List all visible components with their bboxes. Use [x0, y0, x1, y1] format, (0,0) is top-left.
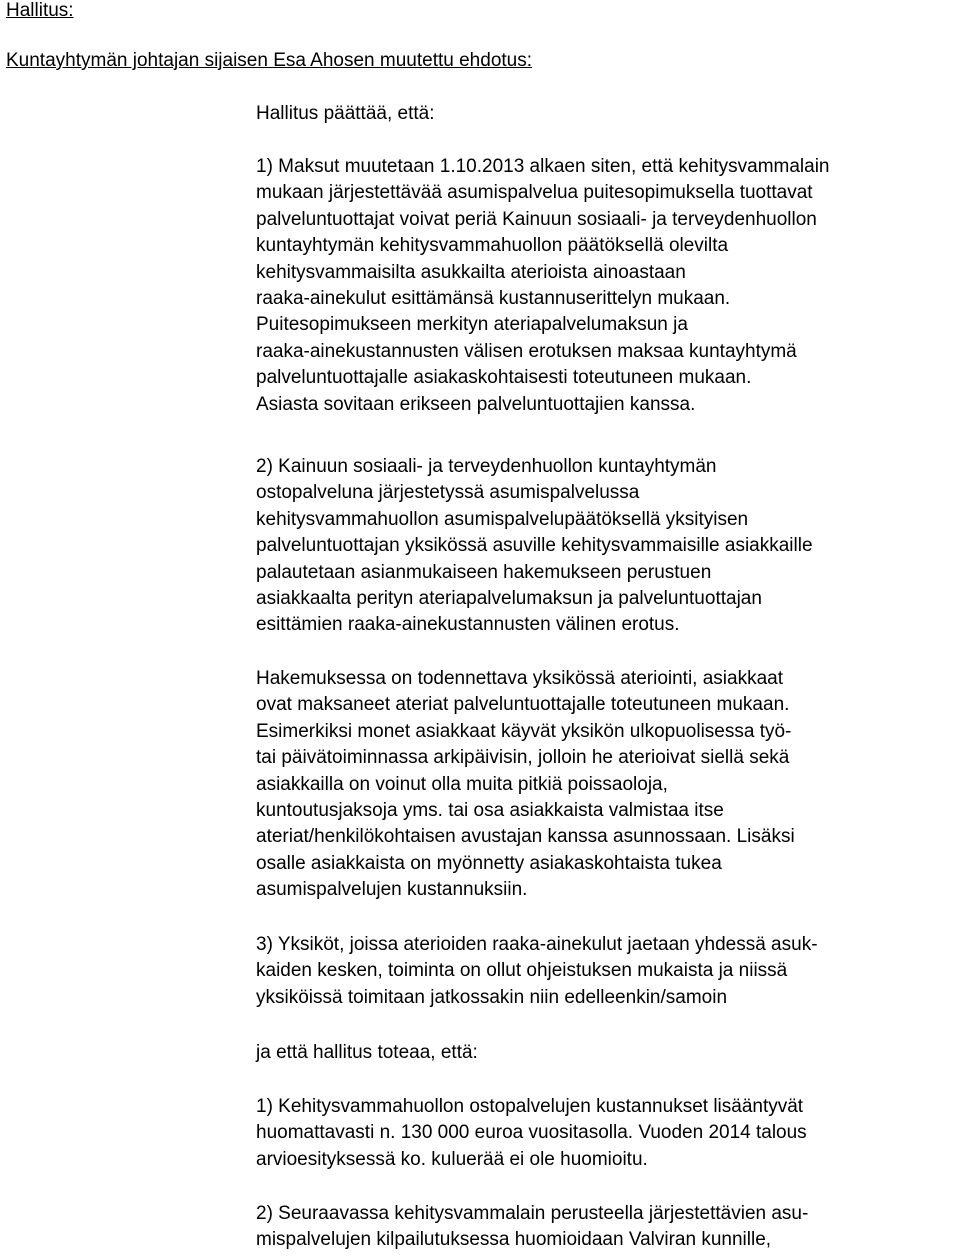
paragraph-line: Hakemuksessa on todennettava yksikössä ateriointi, asiakkaat: [256, 668, 783, 689]
paragraph-line: 3) Yksiköt, joissa aterioiden raaka-ainekulut jaetaan yhdessä asuk-: [256, 934, 818, 955]
paragraph-line: Asiasta sovitaan erikseen palveluntuottajien kanssa.: [256, 393, 696, 415]
tendering-note-paragraph: [256, 1201, 956, 1254]
proposal-heading: Kuntayhtymän johtajan sijaisen Esa Ahosen muutettu ehdotus:: [6, 50, 533, 71]
decision-intro-paragraph: [256, 101, 956, 127]
paragraph-line: kaiden kesken, toiminta on ollut ohjeistuksen mukaista ja niissä: [256, 960, 788, 982]
paragraph-line: esittämien raaka-ainekustannusten välinen erotus.: [256, 614, 680, 636]
paragraph-line: asiakkaalta perityn ateriapalvelumaksun ja palveluntuottajan: [256, 588, 762, 610]
paragraph-line: palveluntuottajalle asiakaskohtaisesti toteutuneen mukaan.: [256, 367, 752, 389]
paragraph-line: huomattavasti n. 130 000 euroa vuositasolla. Vuoden 2014 talous: [256, 1122, 807, 1144]
paragraph-line: 1) Maksut muutetaan 1.10.2013 alkaen siten, että kehitysvammalain: [256, 156, 830, 177]
paragraph-line: osalle asiakkaista on myönnetty asiakaskohtaista tukea: [256, 852, 722, 874]
paragraph-line: Esimerkiksi monet asiakkaat käyvät yksikön ulkopuolisessa työ-: [256, 720, 792, 742]
cost-note-paragraph: [256, 1094, 956, 1173]
paragraph-line: kuntayhtymän kehitysvammahuollon päätöksellä olevilta: [256, 235, 729, 257]
paragraph-line: kuntoutusjaksoja yms. tai osa asiakkaista valmistaa itse: [256, 800, 724, 822]
paragraph-line: asumispalvelujen kustannuksiin.: [256, 879, 528, 901]
paragraph-line: ovat maksaneet ateriat palveluntuottajalle toteutuneen mukaan.: [256, 694, 790, 716]
paragraph-line: 2) Seuraavassa kehitysvammalain perusteella järjestettävien asu-: [256, 1203, 809, 1224]
application-requirements-paragraph: [256, 666, 956, 904]
paragraph-line: ostopalveluna järjestetyssä asumispalvelussa: [256, 482, 640, 504]
decision-item-1-paragraph: [256, 154, 956, 418]
paragraph-line: kehitysvammaisilta asukkailta aterioista ainoastaan: [256, 261, 686, 283]
paragraph-line: raaka-ainekulut esittämänsä kustannuserittelyn mukaan.: [256, 288, 731, 310]
board-heading: Hallitus:: [6, 0, 74, 21]
paragraph-line: Hallitus päättää, että:: [256, 103, 435, 124]
board-notes-intro-paragraph: [256, 1040, 956, 1066]
paragraph-line: arvioesityksessä ko. kuluerää ei ole huomioitu.: [256, 1148, 648, 1170]
paragraph-line: asiakkailla on voinut olla muita pitkiä poissaoloja,: [256, 773, 668, 795]
paragraph-line: mispalvelujen kilpailutuksessa huomioidaan Valviran kunnille,: [256, 1229, 772, 1251]
paragraph-line: 2) Kainuun sosiaali- ja terveydenhuollon kuntayhtymän: [256, 456, 717, 477]
paragraph-line: palveluntuottajan yksikössä asuville kehitysvammaisille asiakkaille: [256, 535, 813, 557]
paragraph-line: yksiköissä toimitaan jatkossakin niin edelleenkin/samoin: [256, 986, 728, 1008]
paragraph-line: tai päivätoiminnassa arkipäivisin, jolloin he aterioivat siellä sekä: [256, 747, 790, 769]
paragraph-line: palveluntuottajat voivat periä Kainuun sosiaali- ja terveydenhuollon: [256, 208, 817, 230]
paragraph-line: palautetaan asianmukaiseen hakemukseen perustuen: [256, 561, 712, 583]
paragraph-line: ateriat/henkilökohtaisen avustajan kanssa asunnossaan. Lisäksi: [256, 826, 795, 848]
decision-item-2-paragraph: [256, 454, 956, 639]
paragraph-line: raaka-ainekustannusten välisen erotuksen maksaa kuntayhtymä: [256, 340, 797, 362]
paragraph-line: kehitysvammahuollon asumispalvelupäätöksellä yksityisen: [256, 508, 749, 530]
paragraph-line: ja että hallitus toteaa, että:: [256, 1042, 478, 1063]
paragraph-line: mukaan järjestettävää asumispalvelua puitesopimuksella tuottavat: [256, 182, 813, 204]
paragraph-line: Puitesopimukseen merkityn ateriapalvelumaksun ja: [256, 314, 688, 336]
paragraph-line: 1) Kehitysvammahuollon ostopalvelujen kustannukset lisääntyvät: [256, 1096, 804, 1117]
decision-item-3-paragraph: [256, 932, 956, 1011]
